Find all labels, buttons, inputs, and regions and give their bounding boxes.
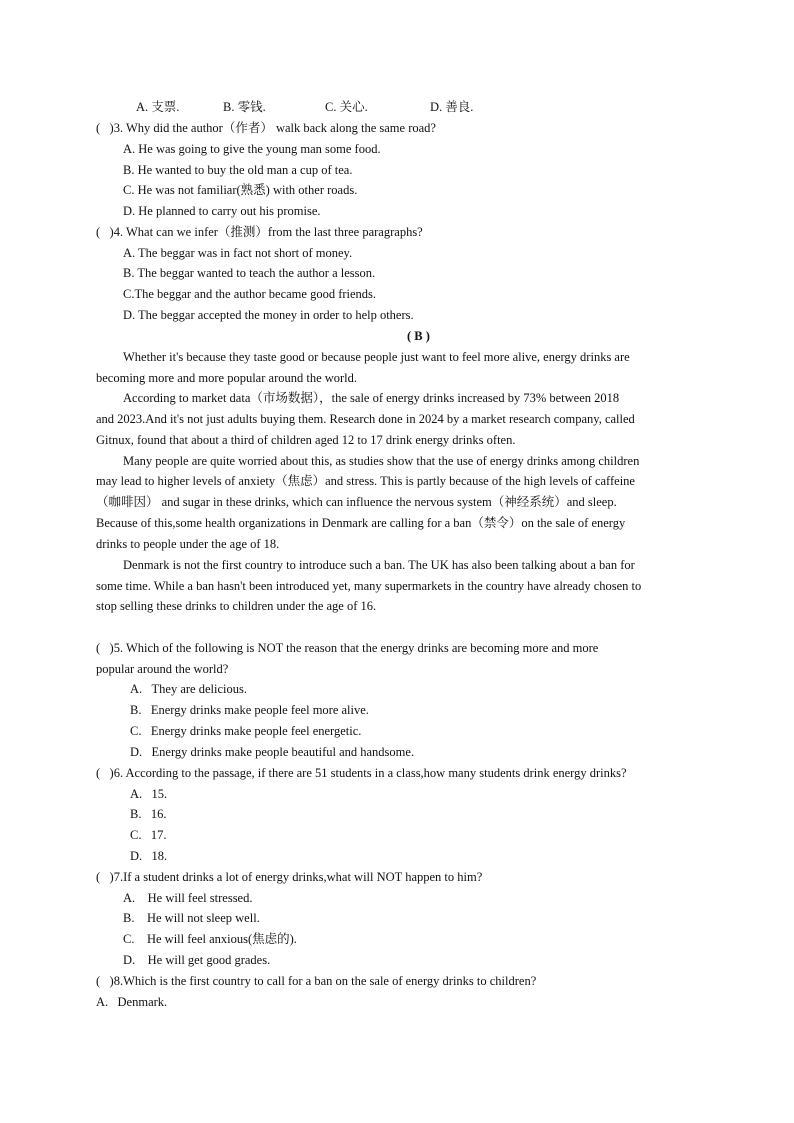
q5-stem-line-2: popular around the world? (96, 662, 229, 676)
q5-option-d: D. Energy drinks make people beautiful and handsome. (130, 745, 415, 759)
q7-stem: ( )7.If a student drinks a lot of energy drinks,what will NOT happen to him? (96, 870, 483, 884)
q4-option-c: C.The beggar and the author became good friends. (123, 287, 377, 301)
q7-option-c: C. He will feel anxious(焦虑的). (123, 932, 297, 946)
q7-option-a: A. He will feel stressed. (123, 891, 253, 905)
passage-line-4: and 2023.And it's not just adults buying them. Research done in 2024 by a market research company, called (96, 412, 635, 426)
q8-option-a: A. Denmark. (96, 995, 168, 1009)
q2-option-d: D. 善良. (430, 100, 474, 114)
q6-option-b: B. 16. (130, 807, 167, 821)
section-b-heading: ( B ) (407, 329, 430, 343)
passage-line-3: According to market data（市场数据），the sale of energy drinks increased by 73% between 2018 (123, 391, 620, 405)
passage-line-8: （咖啡因） and sugar in these drinks, which can influence the nervous system（神经系统）and sleep. (96, 495, 617, 509)
q6-option-c: C. 17. (130, 828, 167, 842)
passage-line-9: Because of this,some health organizations in Denmark are calling for a ban（禁令）on the sale of energy (96, 516, 626, 530)
q5-option-a: A. They are delicious. (130, 682, 247, 696)
q3-stem: ( )3. Why did the author（作者） walk back along the same road? (96, 121, 436, 135)
q2-option-c: C. 关心. (325, 100, 368, 114)
passage-line-6: Many people are quite worried about this, as studies show that the use of energy drinks among children (123, 454, 640, 468)
passage-line-1: Whether it's because they taste good or because people just want to feel more alive, energy drinks are (123, 350, 630, 364)
q3-option-c: C. He was not familiar(熟悉) with other roads. (123, 183, 358, 197)
q6-option-d: D. 18. (130, 849, 168, 863)
passage-line-12: some time. While a ban hasn't been introduced yet, many supermarkets in the country have already chosen to (96, 579, 642, 593)
passage-line-13: stop selling these drinks to children under the age of 16. (96, 599, 377, 613)
passage-line-2: becoming more and more popular around the world. (96, 371, 358, 385)
passage-line-7: may lead to higher levels of anxiety（焦虑）and stress. This is partly because of the high levels of caffeine (96, 474, 635, 488)
q5-option-c: C. Energy drinks make people feel energetic. (130, 724, 362, 738)
q7-option-d: D. He will get good grades. (123, 953, 271, 967)
q6-stem: ( )6. According to the passage, if there are 51 students in a class,how many students drink energy drinks? (96, 766, 627, 780)
q4-option-d: D. The beggar accepted the money in order to help others. (123, 308, 414, 322)
q4-option-a: A. The beggar was in fact not short of money. (123, 246, 353, 260)
q5-stem-line-1: ( )5. Which of the following is NOT the reason that the energy drinks are becoming more and more (96, 641, 599, 655)
q2-option-a: A. 支票. (136, 100, 180, 114)
q2-options (136, 99, 473, 115)
passage-line-5: Gitnux, found that about a third of children aged 12 to 17 drink energy drinks often. (96, 433, 516, 447)
q8-stem: ( )8.Which is the first country to call for a ban on the sale of energy drinks to children? (96, 974, 537, 988)
q3-option-d: D. He planned to carry out his promise. (123, 204, 321, 218)
q3-option-a: A. He was going to give the young man some food. (123, 142, 381, 156)
q6-option-a: A. 15. (130, 787, 168, 801)
q7-option-b: B. He will not sleep well. (123, 911, 260, 925)
passage-line-11: Denmark is not the first country to introduce such a ban. The UK has also been talking about a ban for (123, 558, 635, 572)
q5-option-b: B. Energy drinks make people feel more alive. (130, 703, 369, 717)
q3-option-b: B. He wanted to buy the old man a cup of tea. (123, 163, 353, 177)
q4-option-b: B. The beggar wanted to teach the author a lesson. (123, 266, 376, 280)
q4-stem: ( )4. What can we infer（推测）from the last three paragraphs? (96, 225, 423, 239)
q2-option-b: B. 零钱. (223, 100, 266, 114)
passage-line-10: drinks to people under the age of 18. (96, 537, 280, 551)
